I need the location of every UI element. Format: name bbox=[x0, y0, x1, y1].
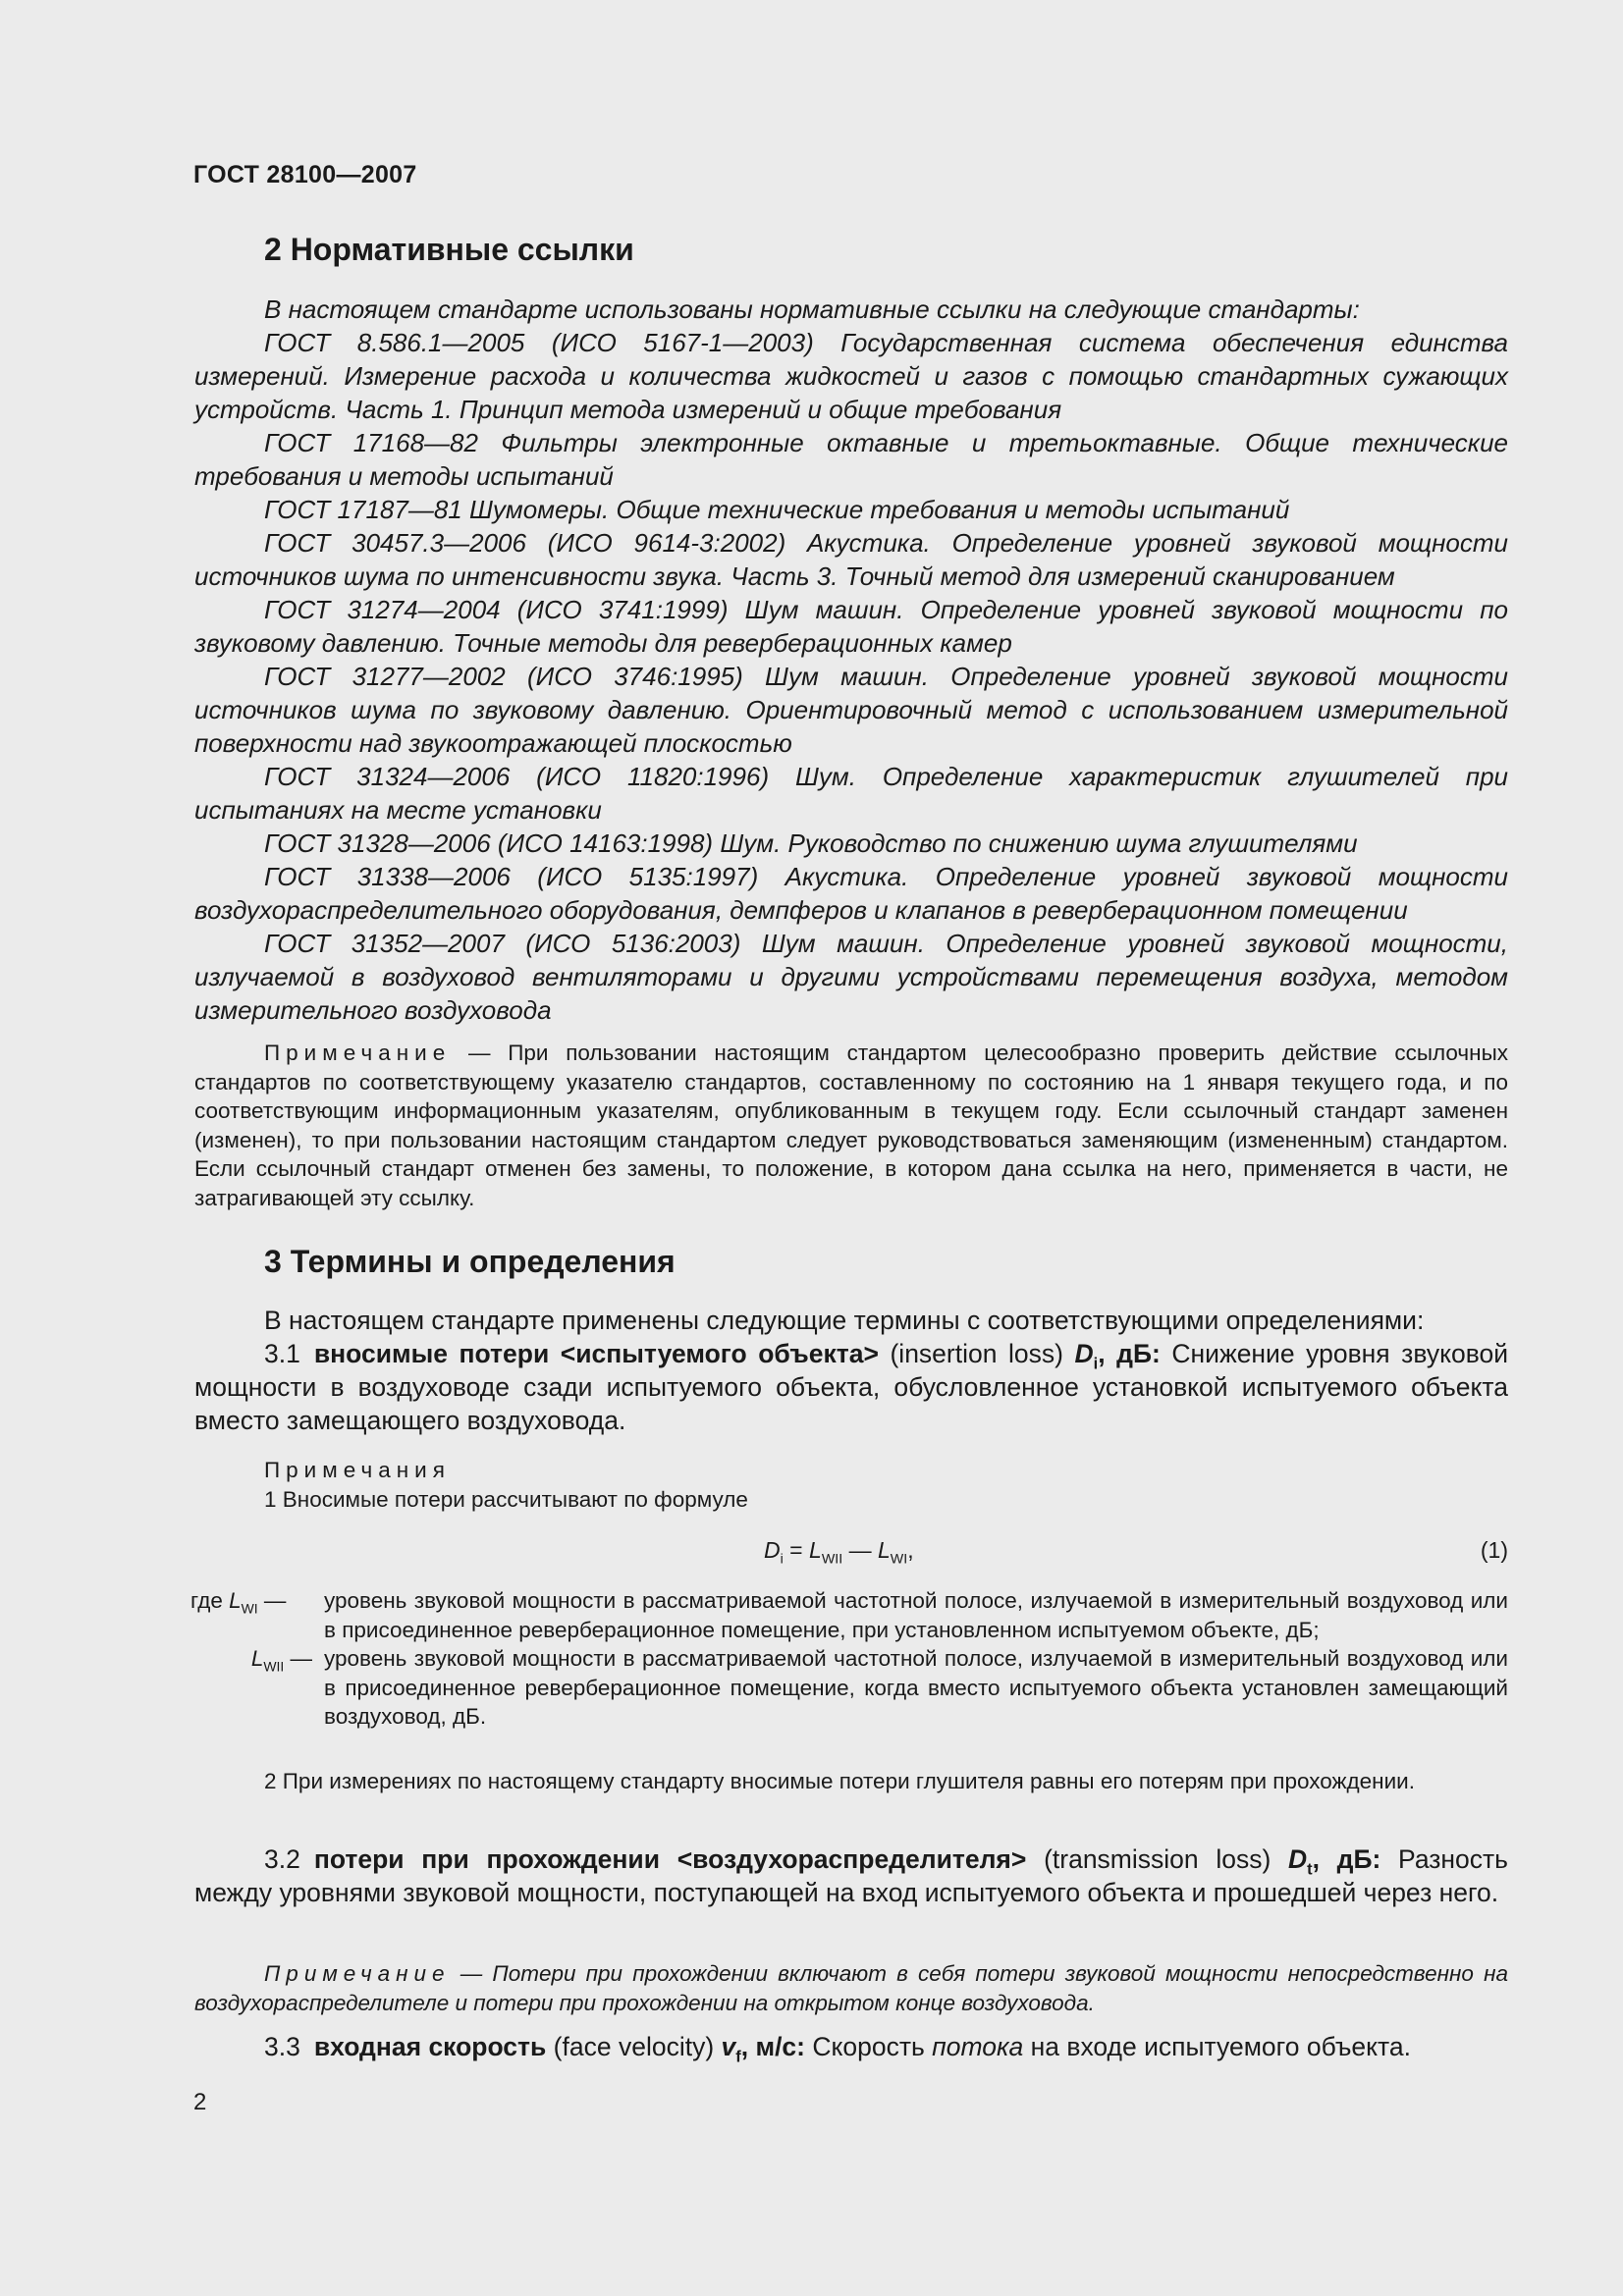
term-definition: Скорость bbox=[805, 2032, 933, 2061]
reference-item: ГОСТ 30457.3—2006 (ИСО 9614-3:2002) Акустика. Определение уровней звуковой мощности источников шума по интенсивности звука. Часть 3. Точный метод для измерений сканированием bbox=[194, 528, 1508, 591]
term-3-1 bbox=[194, 1337, 1508, 1437]
note-label: Примечание bbox=[264, 1961, 451, 1986]
term-name: потери при прохождении <воздухораспределителя> bbox=[313, 1844, 1027, 1874]
reference-item: ГОСТ 31352—2007 (ИСО 5136:2003) Шум машин. Определение уровней звуковой мощности, излучаемой в воздуховод вентиляторами и другими устройствами перемещения воздуха, методом измерительного воздуховода bbox=[194, 929, 1508, 1025]
terms-intro: В настоящем стандарте применены следующие термины с соответствующими определениями: bbox=[264, 1306, 1425, 1335]
term-3-1-notes bbox=[194, 1456, 1508, 1514]
reference-item: ГОСТ 31328—2006 (ИСО 14163:1998) Шум. Руководство по снижению шума глушителями bbox=[264, 828, 1358, 858]
term-definition: Разность между уровнями звуковой мощности, поступающей на вход испытуемого объекта и прошедшей через него. bbox=[194, 1844, 1508, 1907]
term-3-3-block bbox=[194, 2030, 1508, 2066]
notes-label: Примечания bbox=[264, 1458, 451, 1482]
note-2-block bbox=[194, 1767, 1508, 1796]
formula-1 bbox=[194, 1537, 1508, 1576]
term-name: вносимые потери <испытуемого объекта> bbox=[313, 1339, 879, 1368]
term-english: (transmission loss) bbox=[1026, 1844, 1288, 1874]
term-3-2-note bbox=[194, 1959, 1508, 2017]
variable-definition: $L_{WII}$ — уровень звуковой мощности в рассматриваемой частотной полосе, излучаемой в измерительный воздуховод или в присоединенное реверберационное помещение, когда вместо испытуемого объекта установлен замещающий воздуховод, дБ. bbox=[250, 1646, 1508, 1730]
section-3-title: 3 Термины и определения bbox=[264, 1244, 676, 1279]
references-note bbox=[194, 1039, 1508, 1213]
reference-item: ГОСТ 17168—82 Фильтры электронные октавные и третьоктавные. Общие технические требования и методы испытаний bbox=[194, 428, 1508, 491]
formula-expression: $D_i = L_{WII}$ — $L_{WI}$, bbox=[764, 1537, 914, 1568]
term-3-2 bbox=[194, 1842, 1508, 1909]
reference-item: ГОСТ 8.586.1—2005 (ИСО 5167-1—2003) Государственная система обеспечения единства измерений. Измерение расхода и количества жидкостей и газов с помощью стандартных сужающих устройств. Часть 1. Принцип метода измерений и общие требования bbox=[194, 328, 1508, 424]
term-definition: Снижение уровня звуковой мощности в воздуховоде сзади испытуемого объекта, обусловленное установкой испытуемого объекта вместо замещающего воздуховода. bbox=[194, 1339, 1509, 1435]
term-symbol: D bbox=[1074, 1339, 1094, 1368]
term-number: 3.3 bbox=[264, 2032, 300, 2061]
term-symbol: D bbox=[1287, 1844, 1308, 1874]
page-number: 2 bbox=[193, 2089, 207, 2115]
note-2: 2 При измерениях по настоящему стандарту вносимые потери глушителя равны его потерям при прохождении. bbox=[264, 1769, 1415, 1793]
section-normative-references bbox=[194, 232, 1508, 268]
references-intro: В настоящем стандарте использованы нормативные ссылки на следующие стандарты: bbox=[264, 294, 1360, 324]
term-3-3 bbox=[194, 2030, 1508, 2066]
reference-item: ГОСТ 31277—2002 (ИСО 3746:1995) Шум машин. Определение уровней звуковой мощности источников шума по звуковому давлению. Ориентировочный метод с использованием измерительной поверхности над звукоотражающей плоскостью bbox=[194, 662, 1508, 758]
term-symbol: v bbox=[721, 2032, 736, 2061]
reference-item: ГОСТ 31324—2006 (ИСО 11820:1996) Шум. Определение характеристик глушителей при испытаниях на месте установки bbox=[194, 762, 1508, 825]
document-header: ГОСТ 28100—2007 bbox=[193, 161, 417, 188]
term-definition-italic: потока bbox=[932, 2032, 1024, 2061]
term-symbol-sub: f bbox=[735, 2048, 741, 2066]
note-text: — Потери при прохождении включают в себя потери звуковой мощности непосредственно на воздухораспределителе и потери при прохождении на открытом конце воздуховода. bbox=[194, 1961, 1508, 2015]
term-number: 3.2 bbox=[264, 1844, 300, 1874]
note-label: Примечание bbox=[264, 1041, 452, 1065]
note-1: 1 Вносимые потери рассчитывают по формуле bbox=[264, 1486, 748, 1512]
term-definition-end: на входе испытуемого объекта. bbox=[1023, 2032, 1411, 2061]
term-english: (face velocity) bbox=[546, 2032, 722, 2061]
section-terms bbox=[194, 1244, 1508, 1280]
term-3-2-block bbox=[194, 1842, 1508, 1909]
term-english: (insertion loss) bbox=[878, 1339, 1075, 1368]
variable-definition: где $L_{WI}$ — уровень звуковой мощности в рассматриваемой частотной полосе, излучаемой в измерительный воздуховод или в присоединенное реверберационное помещение, при установленном испытуемом объекте, дБ; bbox=[190, 1588, 1508, 1642]
terms-intro-block bbox=[194, 1304, 1508, 1437]
term-name: входная скорость bbox=[313, 2032, 547, 2061]
reference-item: ГОСТ 31338—2006 (ИСО 5135:1997) Акустика. Определение уровней звуковой мощности воздухораспределительного оборудования, демпферов и клапанов в реверберационном помещении bbox=[194, 862, 1508, 925]
formula-number: (1) bbox=[1480, 1537, 1508, 1563]
term-unit: , дБ: bbox=[1312, 1844, 1381, 1874]
reference-item: ГОСТ 31274—2004 (ИСО 3741:1999) Шум машин. Определение уровней звуковой мощности по звуковому давлению. Точные методы для реверберационных камер bbox=[194, 595, 1508, 658]
term-unit: , м/с: bbox=[740, 2032, 805, 2061]
formula-variables bbox=[192, 1586, 1508, 1732]
term-symbol-sub: i bbox=[1093, 1355, 1099, 1373]
term-symbol-sub: t bbox=[1307, 1860, 1313, 1879]
note-text: — При пользовании настоящим стандартом целесообразно проверить действие ссылочных стандартов по соответствующему указателю стандартов, составленному по состоянию на 1 января текущего года, и по соответствующим информационным указателям, опубликованным в текущем году. Если ссылочный стандарт заменен (изменен), то при пользовании настоящим стандартом следует руководствоваться заменяющим (измененным) стандартом. Если ссылочный стандарт отменен без замены, то положение, в котором дана ссылка на него, применяется в части, не затрагивающей эту ссылку. bbox=[194, 1041, 1508, 1210]
term-unit: , дБ: bbox=[1098, 1339, 1161, 1368]
reference-item: ГОСТ 17187—81 Шумомеры. Общие технические требования и методы испытаний bbox=[264, 495, 1290, 524]
term-number: 3.1 bbox=[264, 1339, 300, 1368]
references-list bbox=[194, 293, 1508, 1027]
section-2-title: 2 Нормативные ссылки bbox=[264, 232, 634, 267]
